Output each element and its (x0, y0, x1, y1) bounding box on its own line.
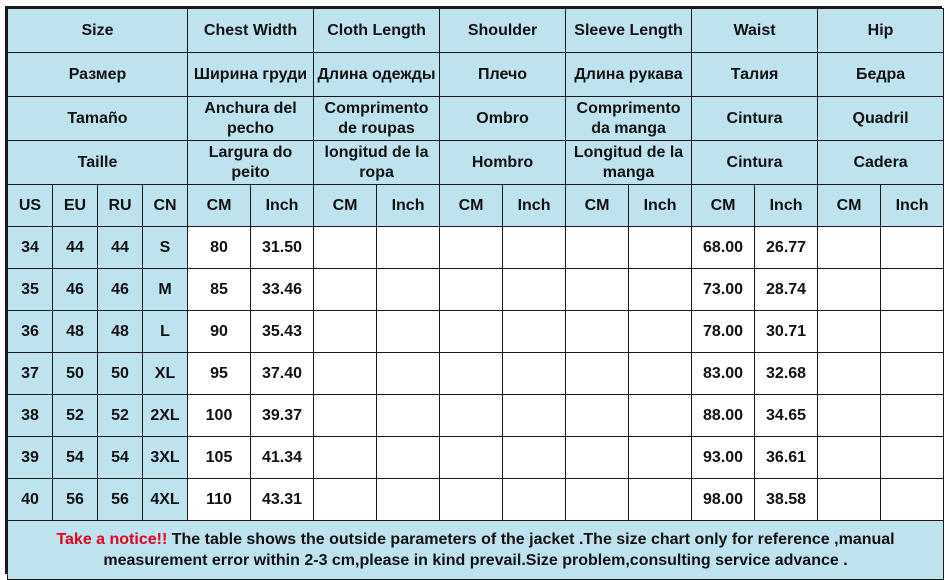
notice-prefix: Take a notice!! (56, 531, 168, 548)
measurement-cell: 30.71 (755, 311, 818, 353)
shoulder-header: Ombro (440, 97, 566, 141)
size-cell: L (143, 311, 188, 353)
measurement-cell (377, 353, 440, 395)
measurement-cell (881, 437, 944, 479)
size-system-label: US (8, 185, 53, 227)
size-cell: 48 (98, 311, 143, 353)
table-row (8, 227, 944, 269)
size-cell: 3XL (143, 437, 188, 479)
cloth-length-header: longitud de la ropa (314, 141, 440, 185)
unit-label: Inch (755, 185, 818, 227)
chest-width-header: Ширина груди (188, 53, 314, 97)
waist-header: Cintura (692, 141, 818, 185)
measurement-cell: 68.00 (692, 227, 755, 269)
measurement-cell (314, 269, 377, 311)
measurement-cell (566, 311, 629, 353)
measurement-cell (566, 479, 629, 521)
header-row (8, 53, 944, 97)
measurement-cell (377, 437, 440, 479)
size-cell: 37 (8, 353, 53, 395)
measurement-cell (503, 437, 566, 479)
measurement-cell (629, 227, 692, 269)
notice-row (8, 521, 944, 580)
measurement-cell (440, 395, 503, 437)
measurement-cell (629, 395, 692, 437)
measurement-cell (440, 311, 503, 353)
size-cell: 54 (98, 437, 143, 479)
unit-label: Inch (503, 185, 566, 227)
table-row (8, 479, 944, 521)
measurement-cell (818, 269, 881, 311)
size-cell: 34 (8, 227, 53, 269)
measurement-cell: 95 (188, 353, 251, 395)
measurement-cell (566, 395, 629, 437)
measurement-cell (314, 479, 377, 521)
hip-header: Quadril (818, 97, 944, 141)
chest-width-header: Chest Width (188, 9, 314, 53)
size-cell: 36 (8, 311, 53, 353)
measurement-cell (566, 269, 629, 311)
size-cell: 50 (53, 353, 98, 395)
sleeve-length-header: Longitud de la manga (566, 141, 692, 185)
size-system-label: RU (98, 185, 143, 227)
measurement-cell (566, 353, 629, 395)
measurement-cell (881, 227, 944, 269)
size-cell: 56 (53, 479, 98, 521)
measurement-cell (818, 311, 881, 353)
shoulder-header: Hombro (440, 141, 566, 185)
size-header: Размер (8, 53, 188, 97)
measurement-cell (377, 227, 440, 269)
header-row (8, 9, 944, 53)
hip-header: Бедра (818, 53, 944, 97)
size-cell: 54 (53, 437, 98, 479)
measurement-cell: 90 (188, 311, 251, 353)
measurement-cell (503, 395, 566, 437)
cloth-length-header: Comprimento de roupas (314, 97, 440, 141)
measurement-cell (881, 269, 944, 311)
shoulder-header: Плечо (440, 53, 566, 97)
measurement-cell (377, 479, 440, 521)
measurement-cell (503, 269, 566, 311)
unit-label: Inch (629, 185, 692, 227)
measurement-cell (314, 395, 377, 437)
unit-label: CM (692, 185, 755, 227)
measurement-cell: 88.00 (692, 395, 755, 437)
units-row (8, 185, 944, 227)
measurement-cell (629, 311, 692, 353)
measurement-cell (440, 227, 503, 269)
measurement-cell: 36.61 (755, 437, 818, 479)
waist-header: Талия (692, 53, 818, 97)
cloth-length-header: Cloth Length (314, 9, 440, 53)
measurement-cell (629, 269, 692, 311)
size-system-label: CN (143, 185, 188, 227)
measurement-cell: 110 (188, 479, 251, 521)
size-cell: 52 (98, 395, 143, 437)
measurement-cell: 31.50 (251, 227, 314, 269)
table-row (8, 395, 944, 437)
size-cell: 56 (98, 479, 143, 521)
unit-label: CM (314, 185, 377, 227)
measurement-cell (818, 437, 881, 479)
measurement-cell (440, 353, 503, 395)
table-row (8, 353, 944, 395)
unit-label: CM (566, 185, 629, 227)
measurement-cell (629, 437, 692, 479)
table-row (8, 437, 944, 479)
chest-width-header: Largura do peito (188, 141, 314, 185)
size-system-label: EU (53, 185, 98, 227)
measurement-cell (818, 395, 881, 437)
size-cell: S (143, 227, 188, 269)
waist-header: Cintura (692, 97, 818, 141)
size-cell: 35 (8, 269, 53, 311)
measurement-cell (314, 353, 377, 395)
measurement-cell (566, 227, 629, 269)
measurement-cell: 73.00 (692, 269, 755, 311)
sleeve-length-header: Comprimento da manga (566, 97, 692, 141)
measurement-cell: 34.65 (755, 395, 818, 437)
measurement-cell (440, 269, 503, 311)
size-chart (5, 6, 942, 574)
measurement-cell (377, 395, 440, 437)
measurement-cell: 93.00 (692, 437, 755, 479)
size-table (7, 8, 944, 580)
measurement-cell: 43.31 (251, 479, 314, 521)
size-table-body (8, 9, 944, 580)
unit-label: CM (188, 185, 251, 227)
measurement-cell (881, 353, 944, 395)
notice-text: The table shows the outside parameters of the jacket .The size chart only for reference ,manual measurement error within 2-3 cm,please in kind prevail.Size problem,consulting service advance . (103, 531, 895, 569)
unit-label: CM (818, 185, 881, 227)
measurement-cell (377, 269, 440, 311)
measurement-cell (314, 437, 377, 479)
measurement-cell (314, 227, 377, 269)
measurement-cell (503, 353, 566, 395)
size-header: Size (8, 9, 188, 53)
measurement-cell (377, 311, 440, 353)
unit-label: Inch (251, 185, 314, 227)
measurement-cell (629, 479, 692, 521)
measurement-cell: 41.34 (251, 437, 314, 479)
measurement-cell: 105 (188, 437, 251, 479)
size-cell: 48 (53, 311, 98, 353)
table-row (8, 269, 944, 311)
measurement-cell (503, 227, 566, 269)
size-cell: M (143, 269, 188, 311)
measurement-cell (818, 353, 881, 395)
measurement-cell: 98.00 (692, 479, 755, 521)
size-cell: 46 (53, 269, 98, 311)
size-cell: 44 (98, 227, 143, 269)
size-header: Tamaño (8, 97, 188, 141)
measurement-cell (881, 311, 944, 353)
size-cell: 44 (53, 227, 98, 269)
measurement-cell: 83.00 (692, 353, 755, 395)
hip-header: Hip (818, 9, 944, 53)
measurement-cell: 85 (188, 269, 251, 311)
table-row (8, 311, 944, 353)
measurement-cell (503, 479, 566, 521)
size-cell: 50 (98, 353, 143, 395)
measurement-cell (881, 479, 944, 521)
header-row (8, 97, 944, 141)
measurement-cell: 33.46 (251, 269, 314, 311)
size-cell: 2XL (143, 395, 188, 437)
measurement-cell: 80 (188, 227, 251, 269)
header-row (8, 141, 944, 185)
chest-width-header: Anchura del pecho (188, 97, 314, 141)
waist-header: Waist (692, 9, 818, 53)
measurement-cell (314, 311, 377, 353)
notice-cell (8, 521, 944, 580)
sleeve-length-header: Sleeve Length (566, 9, 692, 53)
size-cell: 46 (98, 269, 143, 311)
size-cell: 39 (8, 437, 53, 479)
measurement-cell: 26.77 (755, 227, 818, 269)
measurement-cell (503, 311, 566, 353)
size-cell: 38 (8, 395, 53, 437)
cloth-length-header: Длина одежды (314, 53, 440, 97)
measurement-cell: 100 (188, 395, 251, 437)
size-cell: 52 (53, 395, 98, 437)
hip-header: Cadera (818, 141, 944, 185)
measurement-cell (881, 395, 944, 437)
measurement-cell: 78.00 (692, 311, 755, 353)
measurement-cell (818, 479, 881, 521)
measurement-cell (818, 227, 881, 269)
size-header: Taille (8, 141, 188, 185)
measurement-cell: 32.68 (755, 353, 818, 395)
measurement-cell (629, 353, 692, 395)
measurement-cell: 38.58 (755, 479, 818, 521)
measurement-cell (440, 479, 503, 521)
measurement-cell: 28.74 (755, 269, 818, 311)
size-cell: XL (143, 353, 188, 395)
unit-label: Inch (377, 185, 440, 227)
unit-label: CM (440, 185, 503, 227)
unit-label: Inch (881, 185, 944, 227)
measurement-cell (566, 437, 629, 479)
measurement-cell: 39.37 (251, 395, 314, 437)
shoulder-header: Shoulder (440, 9, 566, 53)
measurement-cell: 37.40 (251, 353, 314, 395)
sleeve-length-header: Длина рукава (566, 53, 692, 97)
size-cell: 4XL (143, 479, 188, 521)
measurement-cell: 35.43 (251, 311, 314, 353)
size-cell: 40 (8, 479, 53, 521)
measurement-cell (440, 437, 503, 479)
